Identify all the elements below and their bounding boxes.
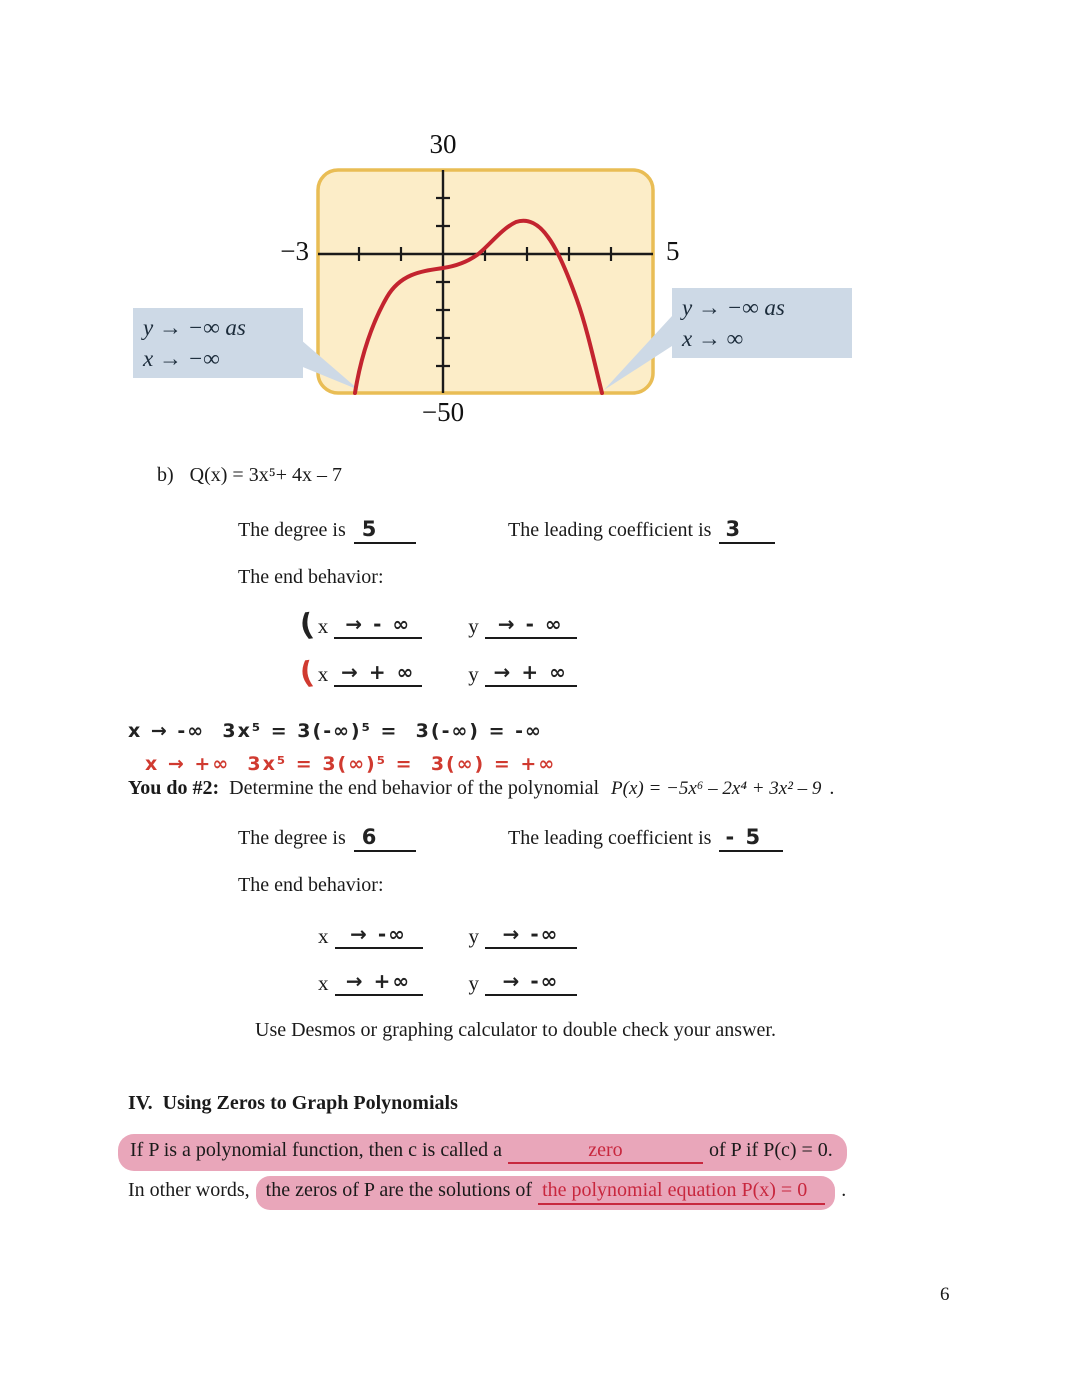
y-label: y <box>468 662 479 686</box>
zero-definition-pre: If P is a polynomial function, then c is called a <box>130 1139 502 1161</box>
part-b-label: b) <box>157 464 174 486</box>
work-line-black: x → -∞ 3x⁵ = 3(-∞)⁵ = 3(-∞) = -∞ <box>128 720 543 742</box>
y-min-label: −50 <box>421 397 465 427</box>
zeros-solutions-highlight <box>256 1176 836 1210</box>
part-b-end-behavior-label: The end behavior: <box>238 566 384 588</box>
you-do-period: . <box>829 777 835 799</box>
graph-canvas <box>125 125 845 440</box>
x-answer-handwritten: → -∞ <box>350 922 407 946</box>
you-do-degree-row <box>238 824 416 852</box>
y-answer-handwritten: → -∞ <box>502 922 560 946</box>
y-label: y <box>468 614 479 638</box>
polynomial-equation-answer: the polynomial equation P(x) = 0 <box>538 1179 825 1205</box>
you-do-prompt: Determine the end behavior of the polynomial <box>229 777 600 799</box>
zeros-solutions-line <box>128 1176 846 1210</box>
polynomial-graph-figure <box>125 125 845 440</box>
zero-definition-post: of P if P(c) = 0. <box>708 1139 833 1161</box>
graph-plot-box <box>318 170 653 393</box>
in-other-words-text: In other words, <box>128 1179 250 1201</box>
y-label: y <box>468 924 479 948</box>
y-blank <box>485 968 577 996</box>
handwritten-paren-black: ( <box>297 607 317 644</box>
zero-definition-highlight <box>118 1134 847 1171</box>
x-blank <box>334 659 422 687</box>
x-max-label: 5 <box>666 236 680 266</box>
end-behavior-row-3 <box>318 921 577 949</box>
right-end-behavior-callout <box>672 288 852 358</box>
y-blank <box>485 921 577 949</box>
x-min-label: −3 <box>280 236 309 266</box>
y-blank <box>485 659 577 687</box>
degree-answer-handwritten: 5 <box>361 517 379 541</box>
x-blank <box>334 611 422 639</box>
x-label: x <box>317 662 329 686</box>
left-callout-line-2: x → −∞ <box>143 346 220 372</box>
x-label: x <box>317 614 329 638</box>
you-do-label: You do #2: <box>128 777 220 799</box>
end-behavior-row-4 <box>318 968 577 996</box>
you-do-coefficient-row <box>508 824 783 852</box>
x-blank <box>335 921 423 949</box>
degree-label: The degree is <box>238 827 346 849</box>
work-line-red: x → +∞ 3x⁵ = 3(∞)⁵ = 3(∞) = +∞ <box>145 753 557 775</box>
left-end-behavior-callout <box>133 308 303 378</box>
y-max-label: 30 <box>429 129 457 159</box>
coefficient-answer-handwritten: 3 <box>725 517 743 541</box>
x-answer-handwritten: → - ∞ <box>345 612 412 636</box>
y-answer-handwritten: → - ∞ <box>497 612 564 636</box>
zero-answer-blank: zero <box>508 1139 703 1164</box>
part-b-equation-line <box>157 464 342 487</box>
part-b-equation: Q(x) = 3x⁵+ 4x – 7 <box>189 464 342 486</box>
y-blank <box>485 611 577 639</box>
coefficient-answer-handwritten: - 5 <box>725 825 763 849</box>
end-behavior-row-1 <box>297 607 577 644</box>
x-answer-handwritten: → +∞ <box>345 969 412 993</box>
coefficient-label: The leading coefficient is <box>508 827 712 849</box>
degree-blank <box>354 516 416 544</box>
right-callout-line-2: x → ∞ <box>682 326 744 352</box>
x-blank <box>335 968 423 996</box>
part-b-coefficient-row <box>508 516 775 544</box>
x-label: x <box>318 924 329 948</box>
y-answer-handwritten: → + ∞ <box>493 660 568 684</box>
right-callout-line-1: y → −∞ as <box>682 295 785 320</box>
section-4-heading: IV. Using Zeros to Graph Polynomials <box>128 1092 458 1114</box>
degree-answer-handwritten: 6 <box>361 825 379 849</box>
you-do-equation: P(x) = −5x⁶ – 2x⁴ + 3x² – 9 <box>611 778 822 799</box>
x-answer-handwritten: → + ∞ <box>341 660 416 684</box>
y-answer-handwritten: → -∞ <box>502 969 560 993</box>
coefficient-label: The leading coefficient is <box>508 519 712 541</box>
page-number: 6 <box>940 1284 950 1305</box>
x-label: x <box>318 971 329 995</box>
coefficient-blank <box>719 824 783 852</box>
part-b-degree-row <box>238 516 416 544</box>
you-do-end-behavior-label: The end behavior: <box>238 874 384 896</box>
you-do-2-line <box>128 777 834 800</box>
handwritten-paren-red: ( <box>297 655 317 692</box>
coefficient-blank <box>719 516 775 544</box>
end-behavior-row-2 <box>297 655 577 692</box>
left-callout-line-1: y → −∞ as <box>143 315 246 340</box>
degree-label: The degree is <box>238 519 346 541</box>
line-end-period: . <box>841 1179 847 1201</box>
zeros-solutions-text: the zeros of P are the solutions of <box>265 1179 533 1201</box>
degree-blank <box>354 824 416 852</box>
desmos-note: Use Desmos or graphing calculator to double check your answer. <box>255 1019 776 1041</box>
y-label: y <box>468 971 479 995</box>
